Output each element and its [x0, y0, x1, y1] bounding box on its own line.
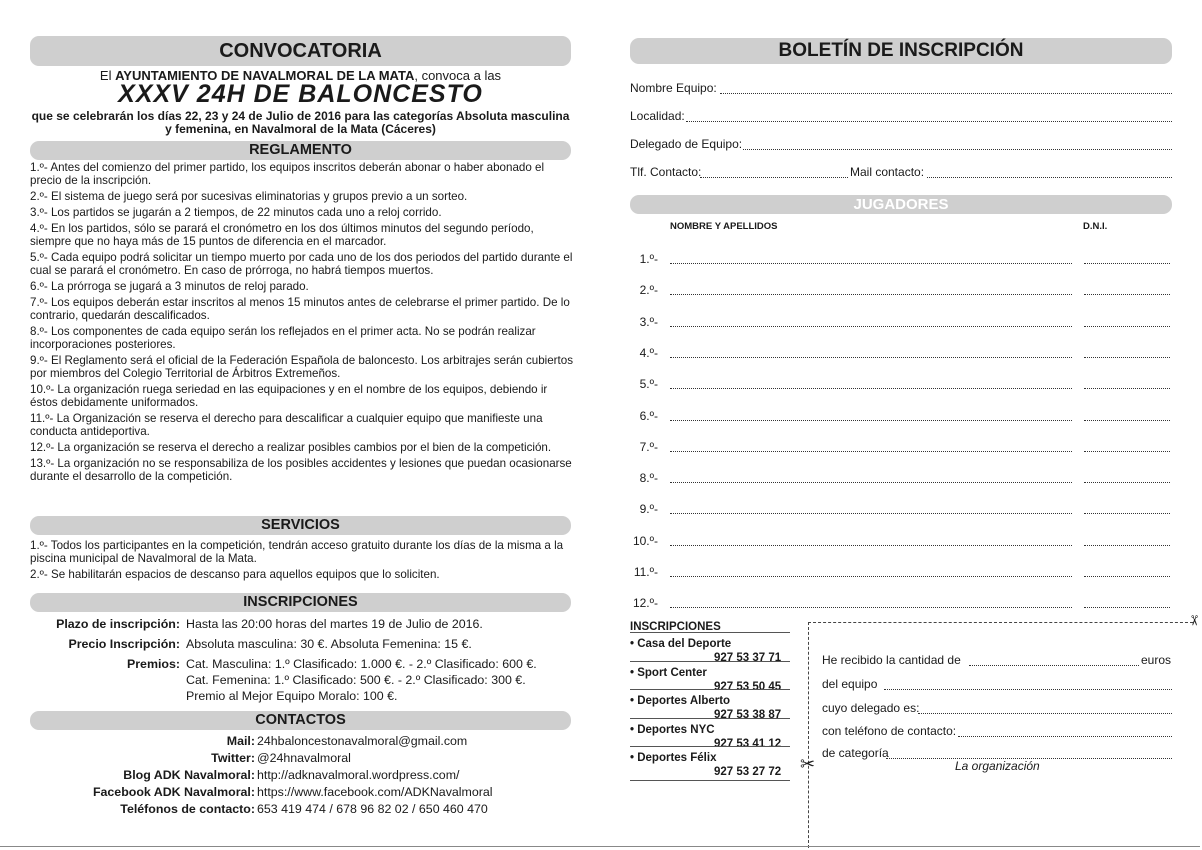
puntos-phone: 927 53 27 72 — [714, 766, 782, 778]
rule-item: 9.º- El Reglamento será el oficial de la Federación Española de baloncesto. Los arbitrajes serán cubiertos por miembros del Colegio Territorial de Árbitros Extremeños. — [30, 354, 574, 381]
plazo-value: Hasta las 20:00 horas del martes 19 de Julio de 2016. — [186, 617, 483, 631]
rule-item: 10.º- La organización ruega seriedad en las equipaciones y en el nombre de los equipos, debiendo ir éstos debidamente uniformados. — [30, 383, 548, 410]
puntos-phone: 927 53 38 87 — [714, 709, 782, 721]
player-number: 8.º- — [639, 471, 658, 486]
player-row — [630, 377, 1170, 393]
rules-list — [30, 162, 573, 487]
player-dni-field[interactable] — [1084, 513, 1170, 514]
rule-item: 11.º- La Organización se reserva el derecho para descalificar a cualquier equipo que manifieste una conducta antideportiva. — [30, 412, 543, 439]
contactos-title: CONTACTOS — [255, 712, 346, 728]
player-number: 1.º- — [639, 252, 658, 266]
contact-label: Blog ADK Navalmoral: — [123, 768, 255, 782]
col-nombre-header: NOMBRE Y APELLIDOS — [670, 221, 778, 232]
col-dni-header: D.N.I. — [1083, 221, 1108, 232]
puntos-item — [630, 752, 782, 778]
player-number: 9.º- — [639, 502, 658, 517]
player-dni-field[interactable] — [1084, 607, 1170, 608]
puntos-divider — [630, 780, 790, 781]
player-dni-field[interactable] — [1084, 294, 1170, 295]
rule-item: 8.º- Los componentes de cada equipo serán los reflejados en el primer acta. No se podrán realizar incorporaciones posteriores. — [30, 325, 536, 352]
player-number: 5.º- — [639, 377, 658, 392]
service-item: 1.º- Todos los participantes en la competición, tendrán acceso gratuito durante los días de la misma a la piscina municipal de Navalmoral de la Mata. — [30, 539, 564, 565]
receipt-amount-field[interactable] — [969, 665, 1139, 666]
localidad-label: Localidad: — [630, 109, 685, 123]
telefono-label: Tlf. Contacto: — [630, 165, 702, 179]
precio-label: Precio Inscripción: — [68, 637, 180, 651]
player-name-field[interactable] — [670, 482, 1072, 483]
contactos-header — [30, 711, 571, 730]
player-name-field[interactable] — [670, 357, 1072, 358]
event-title: XXXV 24H DE BALONCESTO — [118, 80, 483, 108]
player-row — [630, 471, 1170, 487]
reglamento-title: REGLAMENTO — [249, 142, 352, 158]
player-row — [630, 596, 1170, 612]
player-dni-field[interactable] — [1084, 482, 1170, 483]
player-name-field[interactable] — [670, 576, 1072, 577]
puntos-name: • Deportes NYC — [630, 723, 715, 736]
puntos-name: • Deportes Félix — [630, 752, 717, 764]
servicios-title: SERVICIOS — [261, 517, 340, 533]
puntos-item — [630, 723, 782, 750]
rule-item: 6.º- La prórroga se jugará a 3 minutos de reloj parado. — [30, 280, 309, 294]
player-row — [630, 440, 1170, 456]
contact-label: Teléfonos de contacto: — [120, 802, 255, 816]
player-dni-field[interactable] — [1084, 576, 1170, 577]
contact-label: Twitter: — [211, 751, 255, 765]
player-row — [630, 252, 1170, 268]
contact-label: Mail: — [226, 734, 255, 748]
puntos-divider — [630, 718, 790, 719]
player-row — [630, 409, 1170, 425]
player-number: 12.º- — [632, 596, 658, 611]
receipt-signature: La organización — [955, 759, 1040, 773]
convocatoria-title: CONVOCATORIA — [219, 40, 382, 62]
puntos-name: • Sport Center — [630, 666, 707, 679]
puntos-divider — [630, 746, 790, 747]
rule-item: 7.º- Los equipos deberán estar inscritos al menos 15 minutos antes de celebrarse el primer partido. De lo contrario, quedarán descalificados. — [30, 296, 570, 323]
puntos-phone: 927 53 37 71 — [714, 652, 782, 664]
puntos-name: • Deportes Alberto — [630, 695, 731, 707]
inscripciones-title: INSCRIPCIONES — [243, 594, 358, 610]
servicios-header — [30, 516, 571, 535]
player-row — [630, 315, 1170, 331]
puntos-divider — [630, 661, 790, 662]
intro-suffix: , convoca a las — [414, 68, 502, 83]
player-name-field[interactable] — [670, 513, 1072, 514]
player-row — [630, 502, 1170, 518]
receipt-euros-label: euros — [1141, 653, 1172, 667]
player-name-field[interactable] — [670, 326, 1072, 327]
rule-item: 13.º- La organización no se responsabiliza de los posibles accidentes y lesiones que puedan ocasionarse durante el desarrollo de la competición. — [30, 457, 572, 484]
contact-facebook[interactable]: https://www.facebook.com/ADKNavalmoral — [257, 785, 493, 799]
player-name-field[interactable] — [670, 263, 1072, 264]
player-row — [630, 534, 1170, 550]
player-name-field[interactable] — [670, 420, 1072, 421]
rule-item: 1.º- Antes del comienzo del primer partido, los equipos inscritos deberán abonar o haber abonado el precio de la inscripción. — [30, 161, 545, 187]
receipt-category-label: de categoría — [822, 746, 889, 760]
player-row — [630, 565, 1170, 581]
player-name-field[interactable] — [670, 545, 1072, 546]
receipt-phone-label: con teléfono de contacto: — [822, 724, 957, 738]
rule-item: 5.º- Cada equipo podrá solicitar un tiempo muerto por cada uno de los dos periodos del partido durante el cual se parará el cronómetro. En caso de prórroga, no habrá tiempos muertos. — [30, 251, 573, 278]
puntos-item — [630, 638, 782, 664]
scissors-icon: ✂ — [800, 754, 816, 774]
jugadores-title: JUGADORES — [853, 196, 949, 213]
puntos-phone: 927 53 41 12 — [714, 737, 782, 750]
player-number: 3.º- — [639, 314, 658, 329]
receipt-team-field[interactable] — [884, 689, 1172, 690]
premio-moralo: Premio al Mejor Equipo Moralo: 100 €. — [186, 689, 398, 703]
receipt-phone-field[interactable] — [958, 736, 1172, 737]
puntos-phone: 927 53 50 45 — [714, 680, 782, 693]
rule-item: 3.º- Los partidos se jugarán a 2 tiempos, de 22 minutos cada uno a reloj corrido. — [30, 206, 442, 220]
nombre-equipo-label: Nombre Equipo: — [630, 81, 717, 95]
services-list — [30, 540, 573, 585]
player-row — [630, 283, 1170, 299]
premio-femenino: Cat. Femenina: 1.º Clasificado: 500 €. - 2.º Clasificado: 300 €. — [186, 673, 526, 687]
player-name-field[interactable] — [670, 388, 1072, 389]
rule-item: 2.º- El sistema de juego será por sucesivas eliminatorias y grupos previo a un sorteo. — [30, 190, 468, 203]
receipt-delegate-label: cuyo delegado es: — [822, 701, 920, 715]
player-name-field[interactable] — [670, 294, 1072, 295]
player-dni-field[interactable] — [1084, 420, 1170, 421]
delegado-label: Delegado de Equipo: — [630, 137, 743, 151]
mail-field[interactable] — [927, 177, 1172, 178]
telefono-field[interactable] — [700, 177, 848, 178]
player-number: 4.º- — [639, 345, 658, 360]
player-dni-field[interactable] — [1084, 326, 1170, 327]
player-number: 6.º- — [639, 408, 658, 423]
service-item: 2.º- Se habilitarán espacios de descanso para aquellos equipos que lo soliciten. — [30, 568, 440, 581]
rule-item: 4.º- En los partidos, sólo se parará el cronómetro en los dos últimos minutos del segundo período, siempre que no haya más de 15 puntos de diferencia en el marcador. — [30, 222, 534, 249]
reglamento-header — [30, 141, 571, 160]
contact-twitter[interactable]: @24hnavalmoral — [257, 751, 351, 765]
player-number: 7.º- — [639, 439, 658, 454]
premios-label: Premios: — [126, 657, 180, 671]
intro-prefix: El — [99, 68, 116, 83]
contact-phones: 653 419 474 / 678 96 82 02 / 650 460 470 — [257, 802, 488, 816]
rule-item: 12.º- La organización se reserva el derecho a realizar posibles cambios por el bien de la competición. — [30, 441, 552, 455]
localidad-field[interactable] — [686, 121, 1172, 122]
contact-label: Facebook ADK Navalmoral: — [92, 785, 255, 799]
page-bottom-edge — [0, 846, 1200, 847]
premio-masculino: Cat. Masculina: 1.º Clasificado: 1.000 €. - 2.º Clasificado: 600 €. — [186, 657, 537, 671]
delegado-field[interactable] — [743, 149, 1172, 150]
scissors-icon: ✂ — [1186, 614, 1202, 627]
puntos-title: INSCRIPCIONES — [630, 621, 721, 633]
puntos-divider — [630, 689, 790, 690]
intro-location: y femenina, en Navalmoral de la Mata (Cáceres) — [165, 122, 436, 136]
player-name-field[interactable] — [670, 451, 1072, 452]
player-dni-field[interactable] — [1084, 388, 1170, 389]
precio-value: Absoluta masculina: 30 €. Absoluta Femenina: 15 €. — [186, 637, 472, 651]
receipt-delegate-field[interactable] — [918, 713, 1172, 714]
mail-label: Mail contacto: — [850, 165, 925, 179]
jugadores-header — [630, 195, 1172, 214]
player-dni-field[interactable] — [1084, 545, 1170, 546]
player-dni-field[interactable] — [1084, 451, 1170, 452]
puntos-item — [630, 695, 782, 721]
player-number: 11.º- — [633, 565, 658, 579]
inscripciones-header — [30, 593, 571, 612]
puntos-divider — [630, 632, 790, 633]
convocatoria-header — [30, 36, 571, 66]
boletin-title: BOLETÍN DE INSCRIPCIÓN — [778, 40, 1024, 61]
puntos-name: • Casa del Deporte — [630, 638, 732, 650]
player-row — [630, 346, 1170, 362]
puntos-item — [630, 666, 782, 693]
contact-blog[interactable]: http://adknavalmoral.wordpress.com/ — [257, 768, 460, 782]
receipt-team-label: del equipo — [822, 677, 878, 691]
nombre-equipo-field[interactable] — [720, 93, 1172, 94]
contact-mail[interactable]: 24hbaloncestonavalmoral@gmail.com — [257, 734, 468, 748]
intro-dates: que se celebrarán los días 22, 23 y 24 de Julio de 2016 para las categorías Absoluta masculina — [31, 109, 570, 123]
player-dni-field[interactable] — [1084, 357, 1170, 358]
player-number: 10.º- — [632, 533, 658, 548]
player-number: 2.º- — [639, 283, 658, 298]
receipt-amount-label: He recibido la cantidad de — [822, 653, 961, 667]
player-name-field[interactable] — [670, 607, 1072, 608]
player-dni-field[interactable] — [1084, 263, 1170, 264]
organizer-name: AYUNTAMIENTO DE NAVALMORAL DE LA MATA — [115, 68, 415, 83]
plazo-label: Plazo de inscripción: — [56, 617, 180, 631]
boletin-header — [630, 38, 1172, 64]
